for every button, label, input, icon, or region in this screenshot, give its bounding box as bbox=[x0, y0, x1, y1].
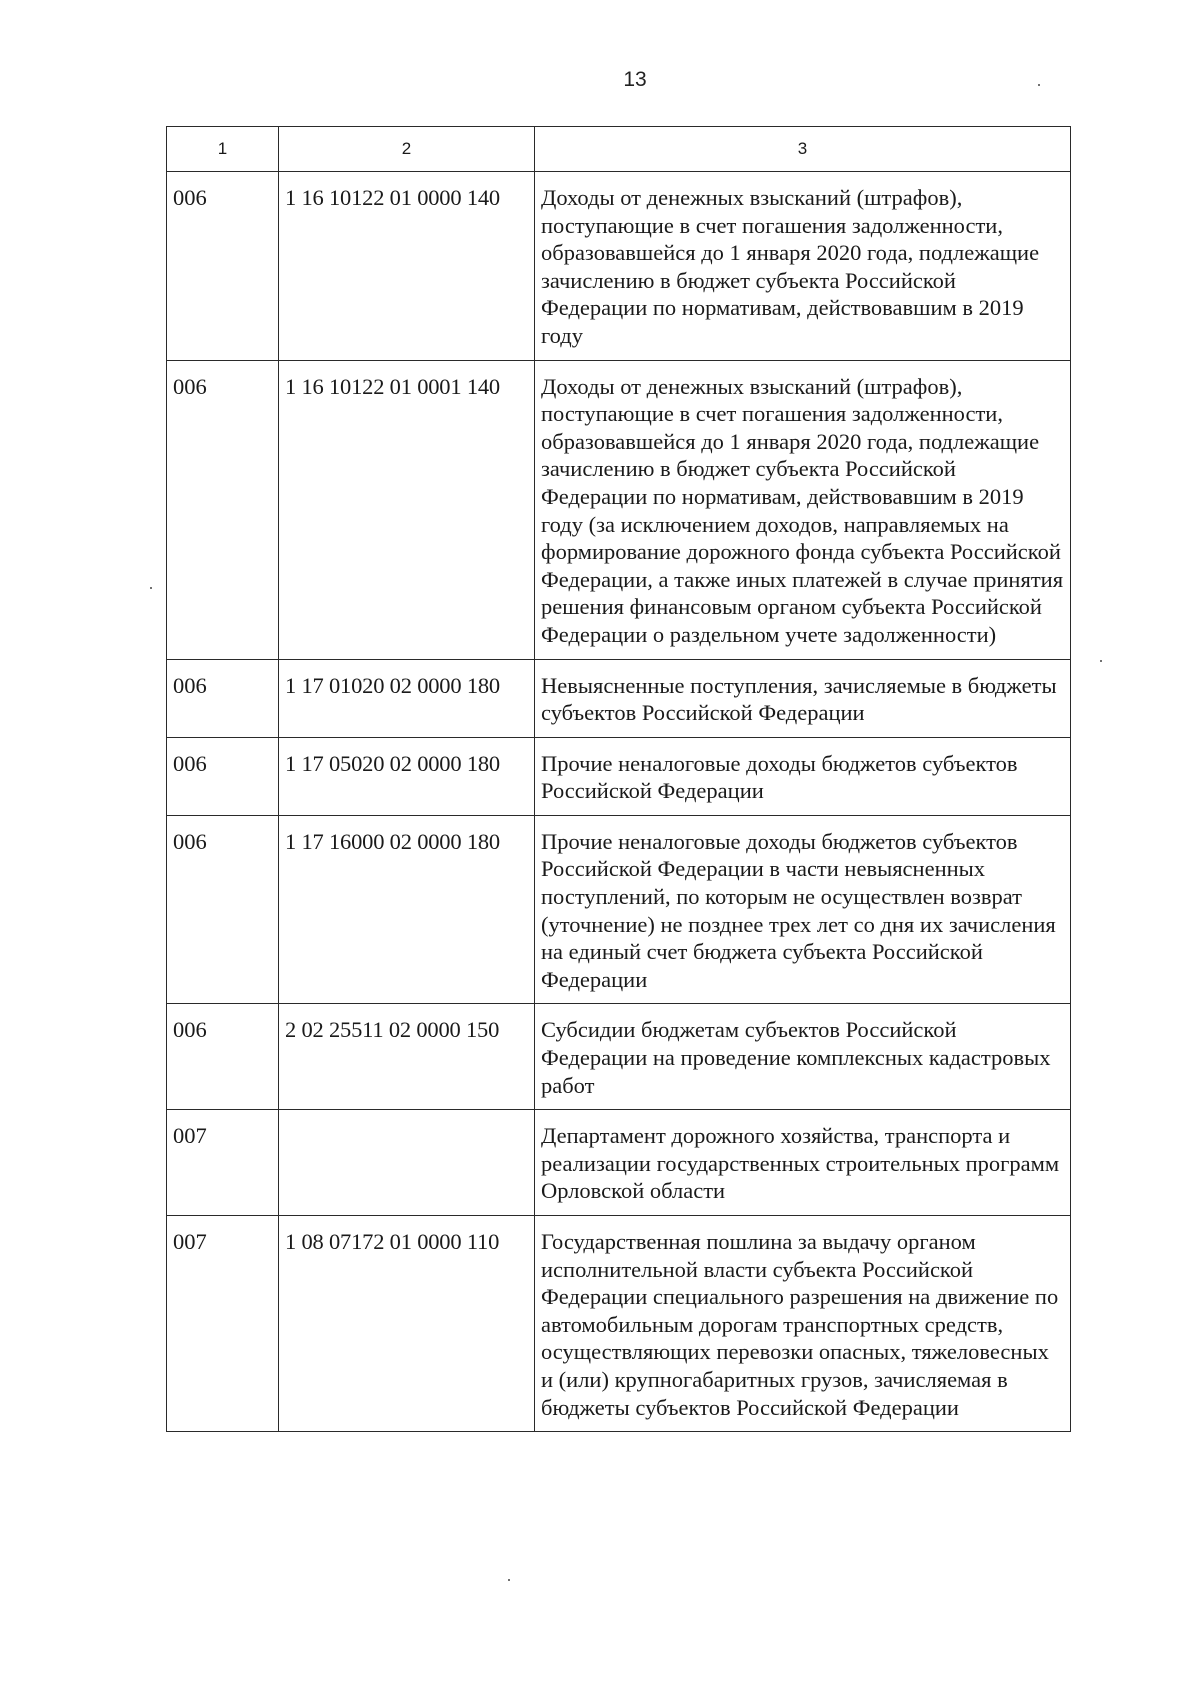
table-row bbox=[167, 737, 1071, 815]
revenue-code-cell: 1 17 05020 02 0000 180 bbox=[279, 737, 535, 815]
admin-code-cell: 007 bbox=[167, 1110, 279, 1216]
table-row bbox=[167, 1110, 1071, 1216]
revenue-code-cell bbox=[279, 1110, 535, 1216]
page-number: 13 bbox=[623, 68, 647, 91]
revenue-code-cell: 2 02 25511 02 0000 150 bbox=[279, 1004, 535, 1110]
description-cell: Прочие неналоговые доходы бюджетов субъектов Российской Федерации bbox=[535, 737, 1071, 815]
table-header-row bbox=[167, 127, 1071, 172]
table-row bbox=[167, 1004, 1071, 1110]
revenue-code-cell: 1 16 10122 01 0001 140 bbox=[279, 360, 535, 659]
scan-speck bbox=[1100, 660, 1102, 662]
revenue-codes-table bbox=[166, 126, 1071, 1432]
description-cell: Прочие неналоговые доходы бюджетов субъектов Российской Федерации в части невыясненных поступлений, по которым не осуществлен возврат (уточнение) не позднее трех лет со дня их зачисления на единый счет бюджета субъекта Российской Федерации bbox=[535, 815, 1071, 1004]
revenue-code-cell: 1 17 16000 02 0000 180 bbox=[279, 815, 535, 1004]
table-row bbox=[167, 172, 1071, 361]
table-row bbox=[167, 360, 1071, 659]
scan-speck bbox=[508, 1579, 510, 1581]
table-row bbox=[167, 815, 1071, 1004]
admin-code-cell: 006 bbox=[167, 360, 279, 659]
admin-code-cell: 006 bbox=[167, 659, 279, 737]
description-cell: Невыясненные поступления, зачисляемые в бюджеты субъектов Российской Федерации bbox=[535, 659, 1071, 737]
revenue-code-cell: 1 08 07172 01 0000 110 bbox=[279, 1216, 535, 1432]
admin-code-cell: 006 bbox=[167, 737, 279, 815]
admin-code-cell: 007 bbox=[167, 1216, 279, 1432]
description-cell: Субсидии бюджетам субъектов Российской Федерации на проведение комплексных кадастровых работ bbox=[535, 1004, 1071, 1110]
description-cell: Доходы от денежных взысканий (штрафов), поступающие в счет погашения задолженности, образовавшейся до 1 января 2020 года, подлежащие зачислению в бюджет субъекта Российской Федерации по нормативам, действовавшим в 2019 году bbox=[535, 172, 1071, 361]
scan-speck bbox=[150, 587, 152, 589]
admin-code-cell: 006 bbox=[167, 1004, 279, 1110]
description-cell: Департамент дорожного хозяйства, транспорта и реализации государственных строительных программ Орловской области bbox=[535, 1110, 1071, 1216]
column-header-3: 3 bbox=[535, 127, 1071, 172]
table-row bbox=[167, 1216, 1071, 1432]
admin-code-cell: 006 bbox=[167, 172, 279, 361]
admin-code-cell: 006 bbox=[167, 815, 279, 1004]
column-header-2: 2 bbox=[279, 127, 535, 172]
description-cell: Государственная пошлина за выдачу органом исполнительной власти субъекта Российской Федерации специального разрешения на движение по автомобильным дорогам транспортных средств, осуществляющих перевозки опасных, тяжеловесных и (или) крупногабаритных грузов, зачисляемая в бюджеты субъектов Российской Федерации bbox=[535, 1216, 1071, 1432]
revenue-code-cell: 1 17 01020 02 0000 180 bbox=[279, 659, 535, 737]
scan-speck bbox=[1038, 84, 1040, 86]
table-row bbox=[167, 659, 1071, 737]
revenue-code-cell: 1 16 10122 01 0000 140 bbox=[279, 172, 535, 361]
description-cell: Доходы от денежных взысканий (штрафов), поступающие в счет погашения задолженности, образовавшейся до 1 января 2020 года, подлежащие зачислению в бюджет субъекта Российской Федерации по нормативам, действовавшим в 2019 году (за исключением доходов, направляемых на формирование дорожного фонда субъекта Российской Федерации, а также иных платежей в случае принятия решения финансовым органом субъекта Российской Федерации о раздельном учете задолженности) bbox=[535, 360, 1071, 659]
column-header-1: 1 bbox=[167, 127, 279, 172]
